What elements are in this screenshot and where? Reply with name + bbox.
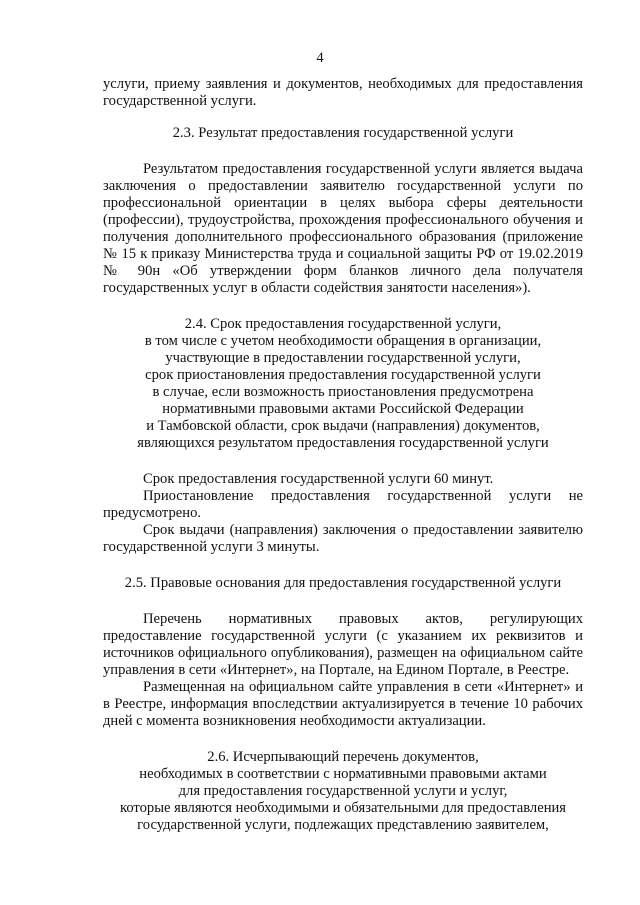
heading-2-4-line: и Тамбовской области, срок выдачи (направления) документов, [146,418,540,434]
paragraph-2-5-actualization: Размещенная на официальном сайте управления в сети «Интернет» и в Реестре, информация впоследствии актуализируется в течение 10 рабочих дней с момента возникновения необходимости актуализации. [103,679,583,729]
paragraph-2-4-suspension: Приостановление предоставления государственной услуги не предусмотрено. [103,488,583,521]
paragraph-2-4-term: Срок предоставления государственной услуги 60 минут. [143,471,494,487]
page-number: 4 [316,50,324,66]
heading-2-4-line: нормативными правовыми актами Российской Федерации [162,401,524,417]
heading-2-4-line: в случае, если возможность приостановления предусмотрена [152,384,534,400]
paragraph-continuation: услуги, приему заявления и документов, необходимых для предоставления государственной услуги. [103,76,583,109]
heading-2-6-line: 2.6. Исчерпывающий перечень документов, [207,749,479,765]
heading-2-6 [103,749,583,834]
paragraph-2-5-acts-list: Перечень нормативных правовых актов, регулирующих предоставление государственной услуги (с указанием их реквизитов и источников официального опубликования), размещен на официальном сайте управления в сети «Интернет», на Портале, на Едином Портале, в Реестре. [103,611,583,678]
document-body [103,76,583,834]
heading-2-6-line: государственной услуги, подлежащих представлению заявителем, [137,817,549,833]
paragraph-2-3-result: Результатом предоставления государственной услуги является выдача заключения о предоставлении заявителю государственной услуги по профессиональной ориентации в целях выбора сферы деятельности (профессии), трудоустройства, прохождения профессионального обучения и получения дополнительного профессионального образования (приложение № 15 к приказу Министерства труда и социальной защиты РФ от 19.02.2019 № 90н «Об утверждении форм бланков личного дела получателя государственных услуг в области содействия занятости населения»). [103,161,583,296]
heading-2-4-line: являющихся результатом предоставления государственной услуги [137,435,549,451]
heading-2-4-line: срок приостановления предоставления государственной услуги [145,367,541,383]
heading-2-6-line: для предоставления государственной услуги и услуг, [178,783,508,799]
heading-2-4-line: в том числе с учетом необходимости обращения в организации, [144,333,542,349]
heading-2-6-line: которые являются необходимыми и обязательными для предоставления [119,800,567,816]
heading-2-4-line: 2.4. Срок предоставления государственной услуги, [184,316,502,332]
heading-2-4 [103,316,583,452]
heading-2-4-line: участвующие в предоставлении государственной услуги, [165,350,521,366]
heading-2-3: 2.3. Результат предоставления государственной услуги [172,125,514,141]
heading-2-5: 2.5. Правовые основания для предоставления государственной услуги [124,575,562,591]
heading-2-6-line: необходимых в соответствии с нормативными правовыми актами [139,766,547,782]
paragraph-2-4-issue-term: Срок выдачи (направления) заключения о предоставлении заявителю государственной услуги 3 минуты. [103,522,583,555]
